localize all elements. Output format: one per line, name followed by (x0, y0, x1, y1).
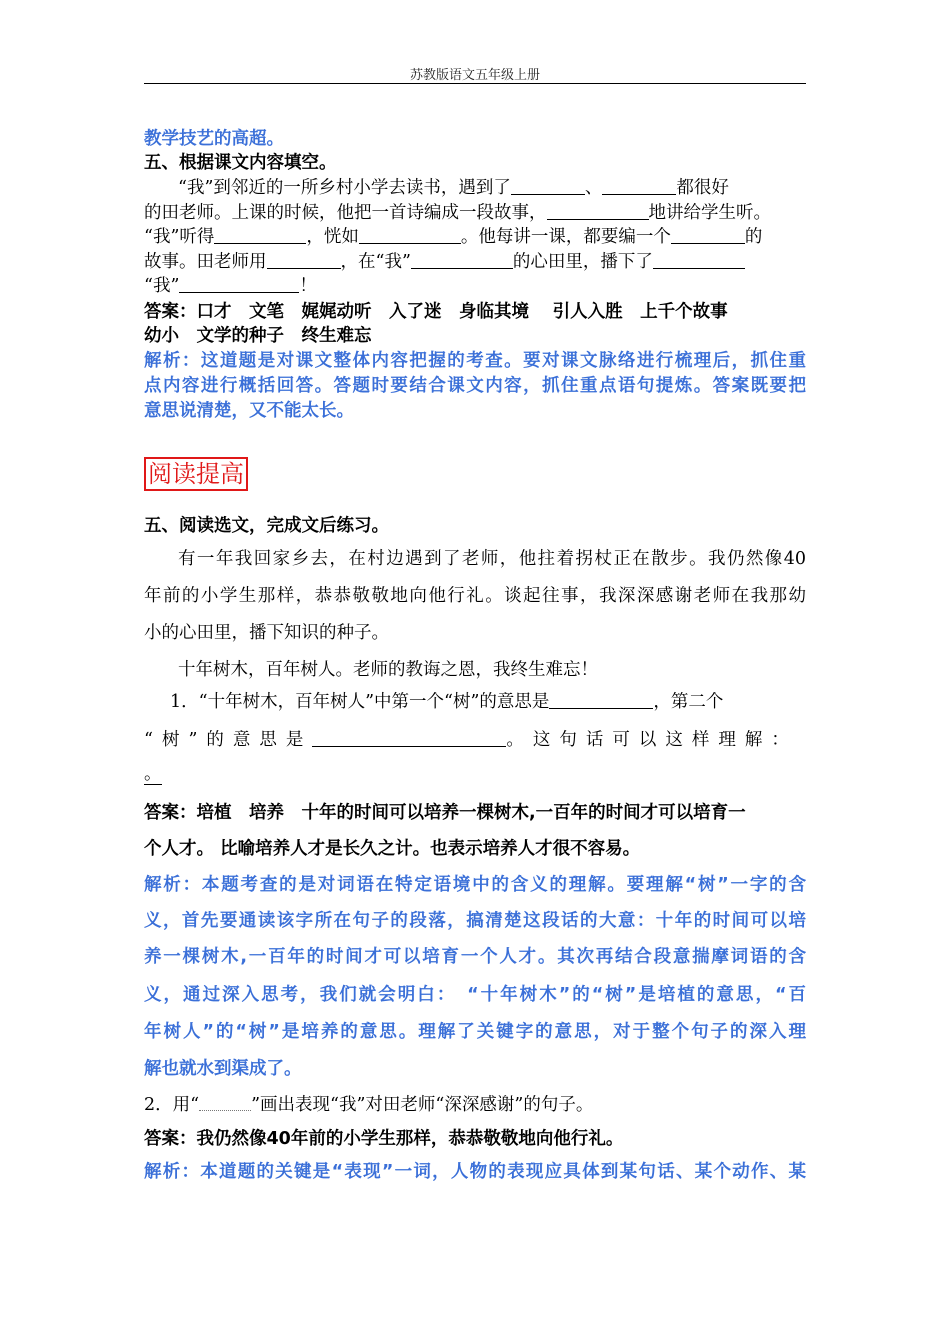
fill-text: ，在“我” (340, 252, 411, 272)
fill-text: “我”听得 (144, 227, 215, 247)
fill-text: 的心田里，播下了 (512, 252, 653, 272)
answer-line: 答案：培植 培养 十年的时间可以培养一棵树木,一百年的时间才可以培育一 (144, 803, 746, 823)
header-rule (144, 83, 806, 84)
analysis-line: 义，通过深入思考，我们就会明白： “十年树木”的“树”是培植的意思，“百 (144, 985, 806, 1005)
analysis-line: 年树人”的“树”是培养的意思。理解了关键字的意思，对于整个句子的深入理 (144, 1022, 806, 1042)
fill-text: “我”到邻近的一所乡村小学去读书，遇到了 (178, 178, 511, 198)
answer-line: 幼小 文学的种子 终生难忘 (144, 326, 372, 346)
question-text: 1．“十年树木，百年树人”中第一个“树”的意思是 (170, 692, 550, 712)
answer-line: 答案：我仍然像40年前的小学生那样，恭恭敬敬地向他行礼。 (144, 1129, 624, 1149)
passage-line: 十年树木，百年树人。老师的教诲之恩，我终生难忘！ (178, 660, 598, 680)
fill-text: 的 (744, 227, 763, 247)
analysis-line: 解析：本题考查的是对词语在特定语境中的含义的理解。要理解“树”一字的含 (144, 875, 806, 895)
fill-text: 。他每讲一课，都要编一个 (460, 227, 671, 247)
answer-blank[interactable] (312, 728, 506, 747)
fill-blank[interactable] (214, 225, 306, 244)
question-5-title: 五、根据课文内容填空。 (144, 153, 337, 173)
fill-blank[interactable] (671, 225, 745, 244)
question-text: ”画出表现“我”对田老师“深深感谢”的句子。 (251, 1095, 594, 1115)
fill-blank[interactable] (653, 250, 745, 269)
fill-blank[interactable] (359, 225, 461, 244)
analysis-line: 养一棵树木,一百年的时间才可以培育一个人才。其次再结合段意揣摩词语的含 (144, 947, 806, 967)
fill-blank[interactable] (547, 201, 649, 220)
fill-text: “我” (144, 276, 180, 296)
fill-text: 故事。田老师用 (144, 252, 267, 272)
fill-blank[interactable] (411, 250, 513, 269)
fill-line-1 (144, 176, 806, 200)
question-text: 。 (144, 764, 162, 784)
fill-text: ，恍如 (306, 227, 359, 247)
fill-blank[interactable] (511, 176, 585, 195)
wavy-underline-sample (199, 1094, 251, 1111)
page-header: 苏教版语文五年级上册 (409, 68, 540, 83)
fill-line-5 (144, 274, 806, 298)
question-1-line-1 (144, 690, 806, 714)
fill-blank[interactable] (602, 176, 676, 195)
fill-blank[interactable] (179, 274, 299, 293)
fill-text: 、 (584, 178, 603, 198)
reading-heading: 阅读提高 (144, 457, 248, 491)
question-1-line-3 (144, 762, 806, 786)
fill-line-4 (144, 250, 806, 274)
fill-text: ！ (299, 276, 317, 296)
lead-text: 教学技艺的高超。 (144, 129, 284, 149)
reading-task-title: 五、阅读选文，完成文后练习。 (144, 516, 389, 536)
question-text: “树”的意思是 (144, 730, 313, 750)
fill-line-2 (144, 201, 806, 225)
passage-line: 有一年我回家乡去，在村边遇到了老师，他拄着拐杖正在散步。我仍然像40 (178, 549, 806, 569)
fill-text: 都很好 (676, 178, 729, 198)
question-1-line-2 (144, 728, 806, 752)
analysis-line: 点内容进行概括回答。答题时要结合课文内容，抓住重点语句提炼。答案既要把 (144, 376, 806, 396)
question-text: 2．用“ (144, 1095, 200, 1115)
passage-line: 年前的小学生那样，恭恭敬敬地向他行礼。谈起往事，我深深感谢老师在我那幼 (144, 586, 806, 606)
fill-text: 的田老师。上课的时候，他把一首诗编成一段故事， (144, 203, 547, 223)
fill-line-3 (144, 225, 806, 249)
passage-line: 小的心田里，播下知识的种子。 (144, 623, 389, 643)
answer-line: 答案：口才 文笔 娓娓动听 入了迷 身临其境 引人入胜 上千个故事 (144, 302, 728, 322)
question-text: ，第二个 (653, 692, 724, 712)
answer-line: 个人才。 比喻培养人才是长久之计。也表示培养人才很不容易。 (144, 839, 641, 859)
analysis-line: 解析：本道题的关键是“表现”一词，人物的表现应具体到某句话、某个动作、某 (144, 1162, 806, 1182)
analysis-line: 义，首先要通读该字所在句子的段落，搞清楚这段话的大意：十年的时间可以培 (144, 911, 806, 931)
analysis-line: 解析：这道题是对课文整体内容把握的考查。要对课文脉络进行梳理后，抓住重 (144, 351, 806, 371)
question-text: 。这句话可以这样理解： (506, 730, 798, 750)
question-2-line (144, 1093, 806, 1117)
fill-blank[interactable] (267, 250, 341, 269)
answer-blank[interactable] (549, 690, 653, 709)
analysis-line: 意思说清楚，又不能太长。 (144, 401, 354, 421)
analysis-line: 解也就水到渠成了。 (144, 1059, 302, 1079)
fill-text: 地讲给学生听。 (648, 203, 771, 223)
